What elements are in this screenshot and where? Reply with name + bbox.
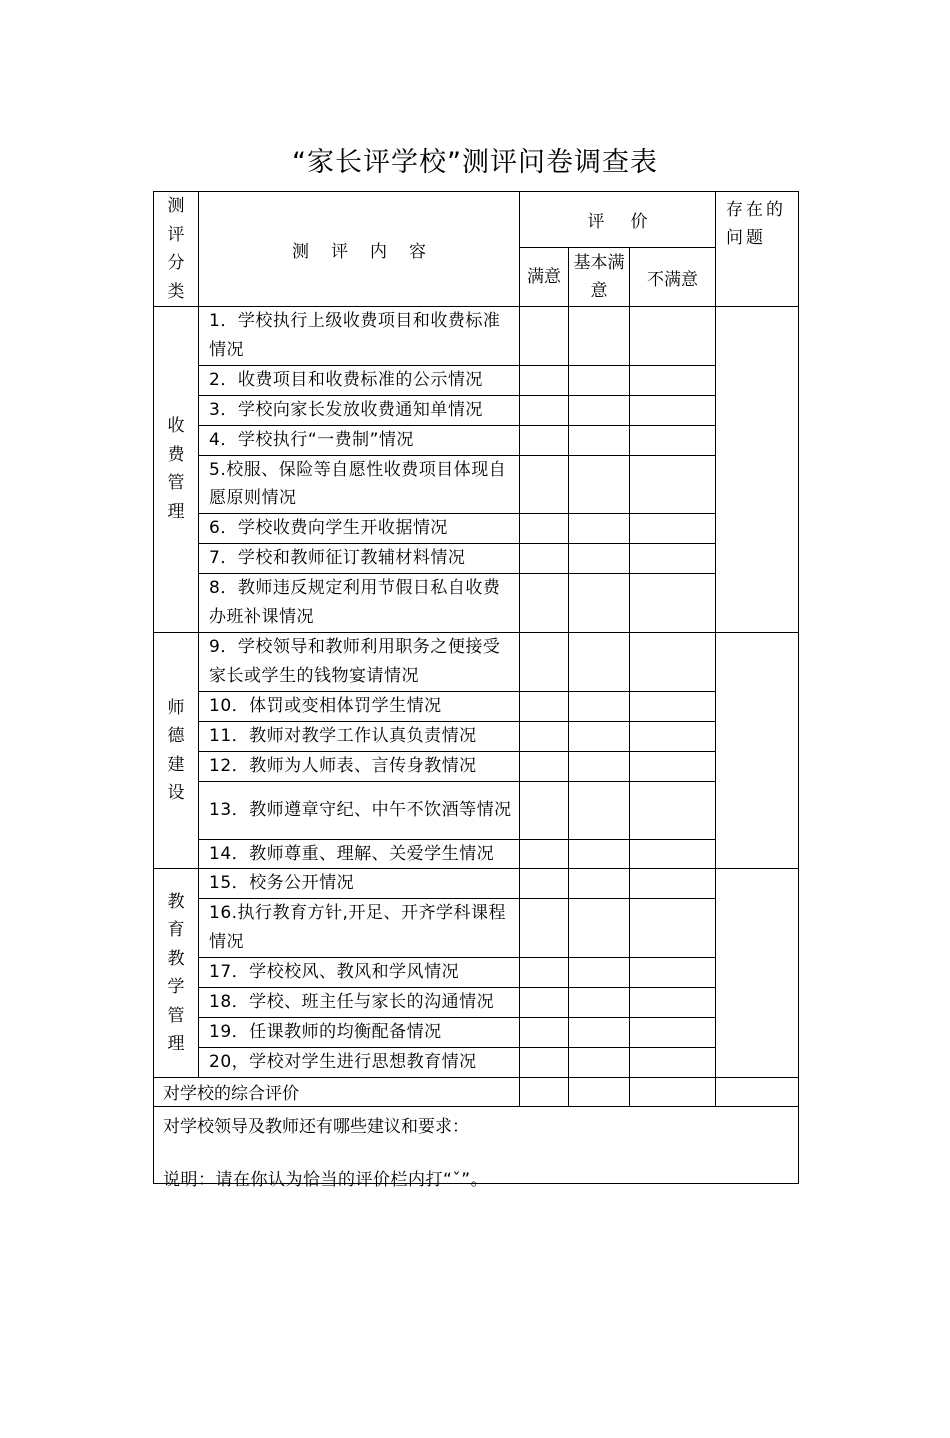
not-satisfied-header: 不满意 [630,248,716,307]
basic-satisfied-cell[interactable] [569,307,630,366]
basic-satisfied-cell[interactable] [569,425,630,455]
basic-satisfied-cell[interactable] [569,574,630,633]
satisfied-cell[interactable] [520,574,569,633]
survey-item: 20，学校对学生进行思想教育情况 [199,1047,520,1077]
basic-satisfied-cell[interactable] [569,958,630,988]
survey-item: 5.校服、保险等自愿性收费项目体现自愿原则情况 [199,455,520,514]
table-row [154,1047,799,1077]
survey-item: 10．体罚或变相体罚学生情况 [199,691,520,721]
satisfied-header: 满意 [520,248,569,307]
not-satisfied-cell[interactable] [630,574,716,633]
basic-satisfied-cell[interactable] [569,1047,630,1077]
satisfied-cell[interactable] [520,839,569,869]
basic-satisfied-cell[interactable] [569,781,630,839]
not-satisfied-cell[interactable] [630,365,716,395]
survey-item: 16.执行教育方针,开足、开齐学科课程情况 [199,899,520,958]
satisfied-cell[interactable] [520,632,569,691]
table-row [154,544,799,574]
satisfied-cell[interactable] [520,455,569,514]
category-header: 测 评 分 类 [154,192,199,307]
summary-basic-satisfied-cell[interactable] [569,1077,630,1106]
survey-item: 7．学校和教师征订教辅材料情况 [199,544,520,574]
evaluation-header: 评价 [520,192,716,248]
table-row [154,691,799,721]
basic-satisfied-cell[interactable] [569,395,630,425]
not-satisfied-cell[interactable] [630,781,716,839]
survey-item: 6．学校收费向学生开收据情况 [199,514,520,544]
table-row [154,395,799,425]
content-header-char: 容 [409,241,426,262]
not-satisfied-cell[interactable] [630,395,716,425]
not-satisfied-cell[interactable] [630,425,716,455]
table-row [154,751,799,781]
survey-item: 4．学校执行“一费制”情况 [199,425,520,455]
satisfied-cell[interactable] [520,395,569,425]
survey-item: 14．教师尊重、理解、关爱学生情况 [199,839,520,869]
basic-satisfied-cell[interactable] [569,988,630,1018]
satisfied-cell[interactable] [520,899,569,958]
content-header-char: 内 [370,241,387,262]
basic-satisfied-cell[interactable] [569,455,630,514]
table-row [154,988,799,1018]
not-satisfied-cell[interactable] [630,632,716,691]
survey-item: 18．学校、班主任与家长的沟通情况 [199,988,520,1018]
table-row [154,781,799,839]
issues-cell[interactable] [716,307,799,633]
survey-item: 11．教师对教学工作认真负责情况 [199,721,520,751]
summary-satisfied-cell[interactable] [520,1077,569,1106]
survey-item: 19．任课教师的均衡配备情况 [199,1017,520,1047]
satisfied-cell[interactable] [520,1017,569,1047]
table-row [154,574,799,633]
issues-cell[interactable] [716,632,799,868]
basic-satisfied-cell[interactable] [569,514,630,544]
basic-satisfied-cell[interactable] [569,691,630,721]
satisfied-cell[interactable] [520,751,569,781]
not-satisfied-cell[interactable] [630,307,716,366]
issues-cell[interactable] [716,869,799,1077]
satisfied-cell[interactable] [520,721,569,751]
not-satisfied-cell[interactable] [630,691,716,721]
satisfied-cell[interactable] [520,514,569,544]
satisfied-cell[interactable] [520,869,569,899]
table-row [154,721,799,751]
table-row [154,365,799,395]
not-satisfied-cell[interactable] [630,1047,716,1077]
survey-item: 15．校务公开情况 [199,869,520,899]
category-cell: 教 育 教 学 管 理 [154,869,199,1077]
basic-satisfied-cell[interactable] [569,544,630,574]
table-row [154,869,799,899]
table-row [154,899,799,958]
content-header-char: 评 [331,241,348,262]
table-row [154,514,799,544]
basic-satisfied-header: 基本满意 [569,248,630,307]
table-row [154,632,799,691]
basic-satisfied-cell[interactable] [569,869,630,899]
content-header-char: 测 [292,241,309,262]
satisfied-cell[interactable] [520,691,569,721]
table-row [154,839,799,869]
summary-label: 对学校的综合评价 [154,1077,520,1106]
summary-issues-cell[interactable] [716,1077,799,1106]
page-title: “家长评学校”测评问卷调查表 [292,147,658,178]
survey-item: 3．学校向家长发放收费通知单情况 [199,395,520,425]
basic-satisfied-cell[interactable] [569,721,630,751]
issues-header: 存在的问题 [716,192,799,307]
instruction-note: 说明：请在你认为恰当的评价栏内打“ˇ”。 [163,1170,489,1190]
satisfied-cell[interactable] [520,544,569,574]
basic-satisfied-cell[interactable] [569,1017,630,1047]
not-satisfied-cell[interactable] [630,839,716,869]
content-header [199,192,520,307]
not-satisfied-cell[interactable] [630,869,716,899]
not-satisfied-cell[interactable] [630,988,716,1018]
basic-satisfied-cell[interactable] [569,839,630,869]
basic-satisfied-cell[interactable] [569,365,630,395]
satisfied-cell[interactable] [520,781,569,839]
summary-row [154,1077,799,1106]
basic-satisfied-cell[interactable] [569,899,630,958]
survey-item: 2．收费项目和收费标准的公示情况 [199,365,520,395]
table-row [154,455,799,514]
survey-item: 12．教师为人师表、言传身教情况 [199,751,520,781]
survey-item: 13．教师遵章守纪、中午不饮酒等情况 [199,781,520,839]
satisfied-cell[interactable] [520,307,569,366]
not-satisfied-cell[interactable] [630,958,716,988]
category-cell: 收 费 管 理 [154,307,199,633]
not-satisfied-cell[interactable] [630,455,716,514]
satisfied-cell[interactable] [520,1047,569,1077]
satisfied-cell[interactable] [520,958,569,988]
suggestion-label: 对学校领导及教师还有哪些建议和要求： [163,1116,469,1137]
basic-satisfied-cell[interactable] [569,632,630,691]
basic-satisfied-cell[interactable] [569,751,630,781]
not-satisfied-cell[interactable] [630,721,716,751]
not-satisfied-cell[interactable] [630,1017,716,1047]
survey-item: 17．学校校风、教风和学风情况 [199,958,520,988]
table-row [154,425,799,455]
table-row [154,958,799,988]
summary-not-satisfied-cell[interactable] [630,1077,716,1106]
survey-item: 9．学校领导和教师利用职务之便接受家长或学生的钱物宴请情况 [199,632,520,691]
table-row [154,307,799,366]
table-row [154,1017,799,1047]
survey-item: 1．学校执行上级收费项目和收费标准情况 [199,307,520,366]
not-satisfied-cell[interactable] [630,751,716,781]
survey-item: 8．教师违反规定利用节假日私自收费办班补课情况 [199,574,520,633]
satisfied-cell[interactable] [520,365,569,395]
not-satisfied-cell[interactable] [630,514,716,544]
satisfied-cell[interactable] [520,425,569,455]
not-satisfied-cell[interactable] [630,899,716,958]
survey-table [153,191,799,1184]
not-satisfied-cell[interactable] [630,544,716,574]
satisfied-cell[interactable] [520,988,569,1018]
category-cell: 师 德 建 设 [154,632,199,868]
